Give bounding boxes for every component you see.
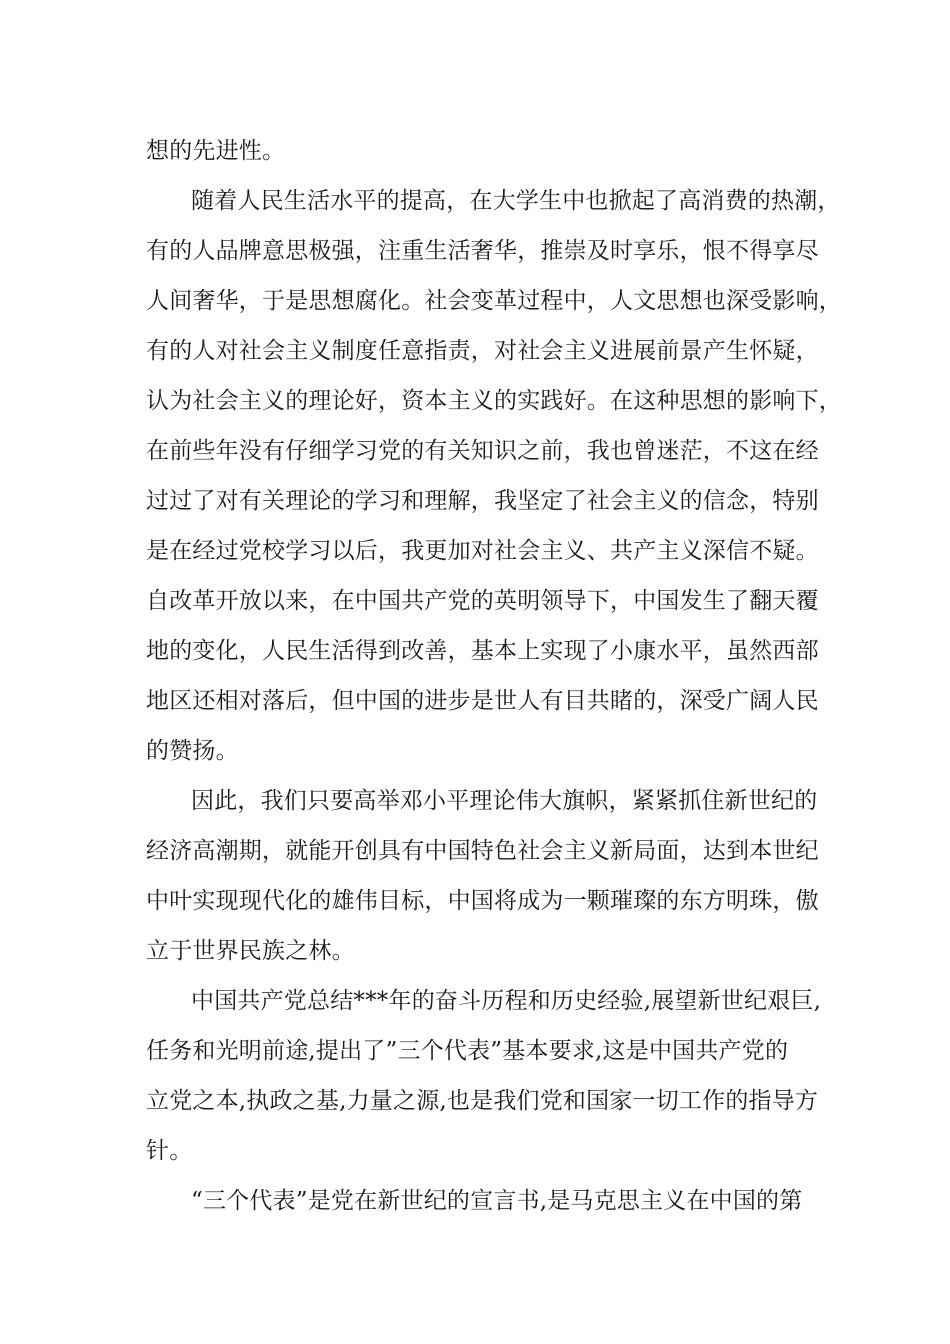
text-line: 任务和光明前途,提出了”三个代表”基本要求,这是中国共产党的 [146,1038,789,1064]
text-line: 的赞扬。 [146,738,239,764]
text-line: 是在经过党校学习以后，我更加对社会主义、共产主义深信不疑。 [146,538,819,564]
text-line: 随着人民生活水平的提高，在大学生中也掀起了高消费的热潮， [191,188,841,214]
text-line: 自改革开放以来，在中国共产党的英明领导下，中国发生了翻天覆 [146,588,819,614]
text-line: 立党之本,执政之基,力量之源,也是我们党和国家一切工作的指导方 [146,1088,819,1114]
text-line: 地的变化，人民生活得到改善，基本上实现了小康水平，虽然西部 [146,638,819,664]
text-line: 想的先进性。 [146,138,286,164]
text-line: 地区还相对落后，但中国的进步是世人有目共睹的，深受广阔人民 [146,688,819,714]
text-line: “三个代表”是党在新世纪的宣言书,是马克思主义在中国的第 [191,1188,803,1214]
text-line: 认为社会主义的理论好，资本主义的实践好。在这种思想的影响下， [146,388,842,414]
text-line: 立于世界民族之林。 [146,938,355,964]
text-line: 有的人品牌意思极强，注重生活奢华，推崇及时享乐，恨不得享尽 [146,238,819,264]
text-line: 人间奢华，于是思想腐化。社会变革过程中，人文思想也深受影响， [146,288,842,314]
text-line: 中国共产党总结***年的奋斗历程和历史经验,展望新世纪艰巨, [191,988,822,1014]
text-line: 经济高潮期，就能开创具有中国特色社会主义新局面，达到本世纪 [146,838,819,864]
text-line: 在前些年没有仔细学习党的有关知识之前，我也曾迷茫，不这在经 [146,438,819,464]
text-line: 因此，我们只要高举邓小平理论伟大旗帜，紧紧抓住新世纪的 [191,788,818,814]
text-line: 过过了对有关理论的学习和理解，我坚定了社会主义的信念，特别 [146,488,819,514]
text-line: 针。 [146,1138,193,1164]
text-line: 有的人对社会主义制度任意指责，对社会主义进展前景产生怀疑， [146,338,819,364]
text-line: 中叶实现现代化的雄伟目标，中国将成为一颗璀璨的东方明珠，傲 [146,888,819,914]
